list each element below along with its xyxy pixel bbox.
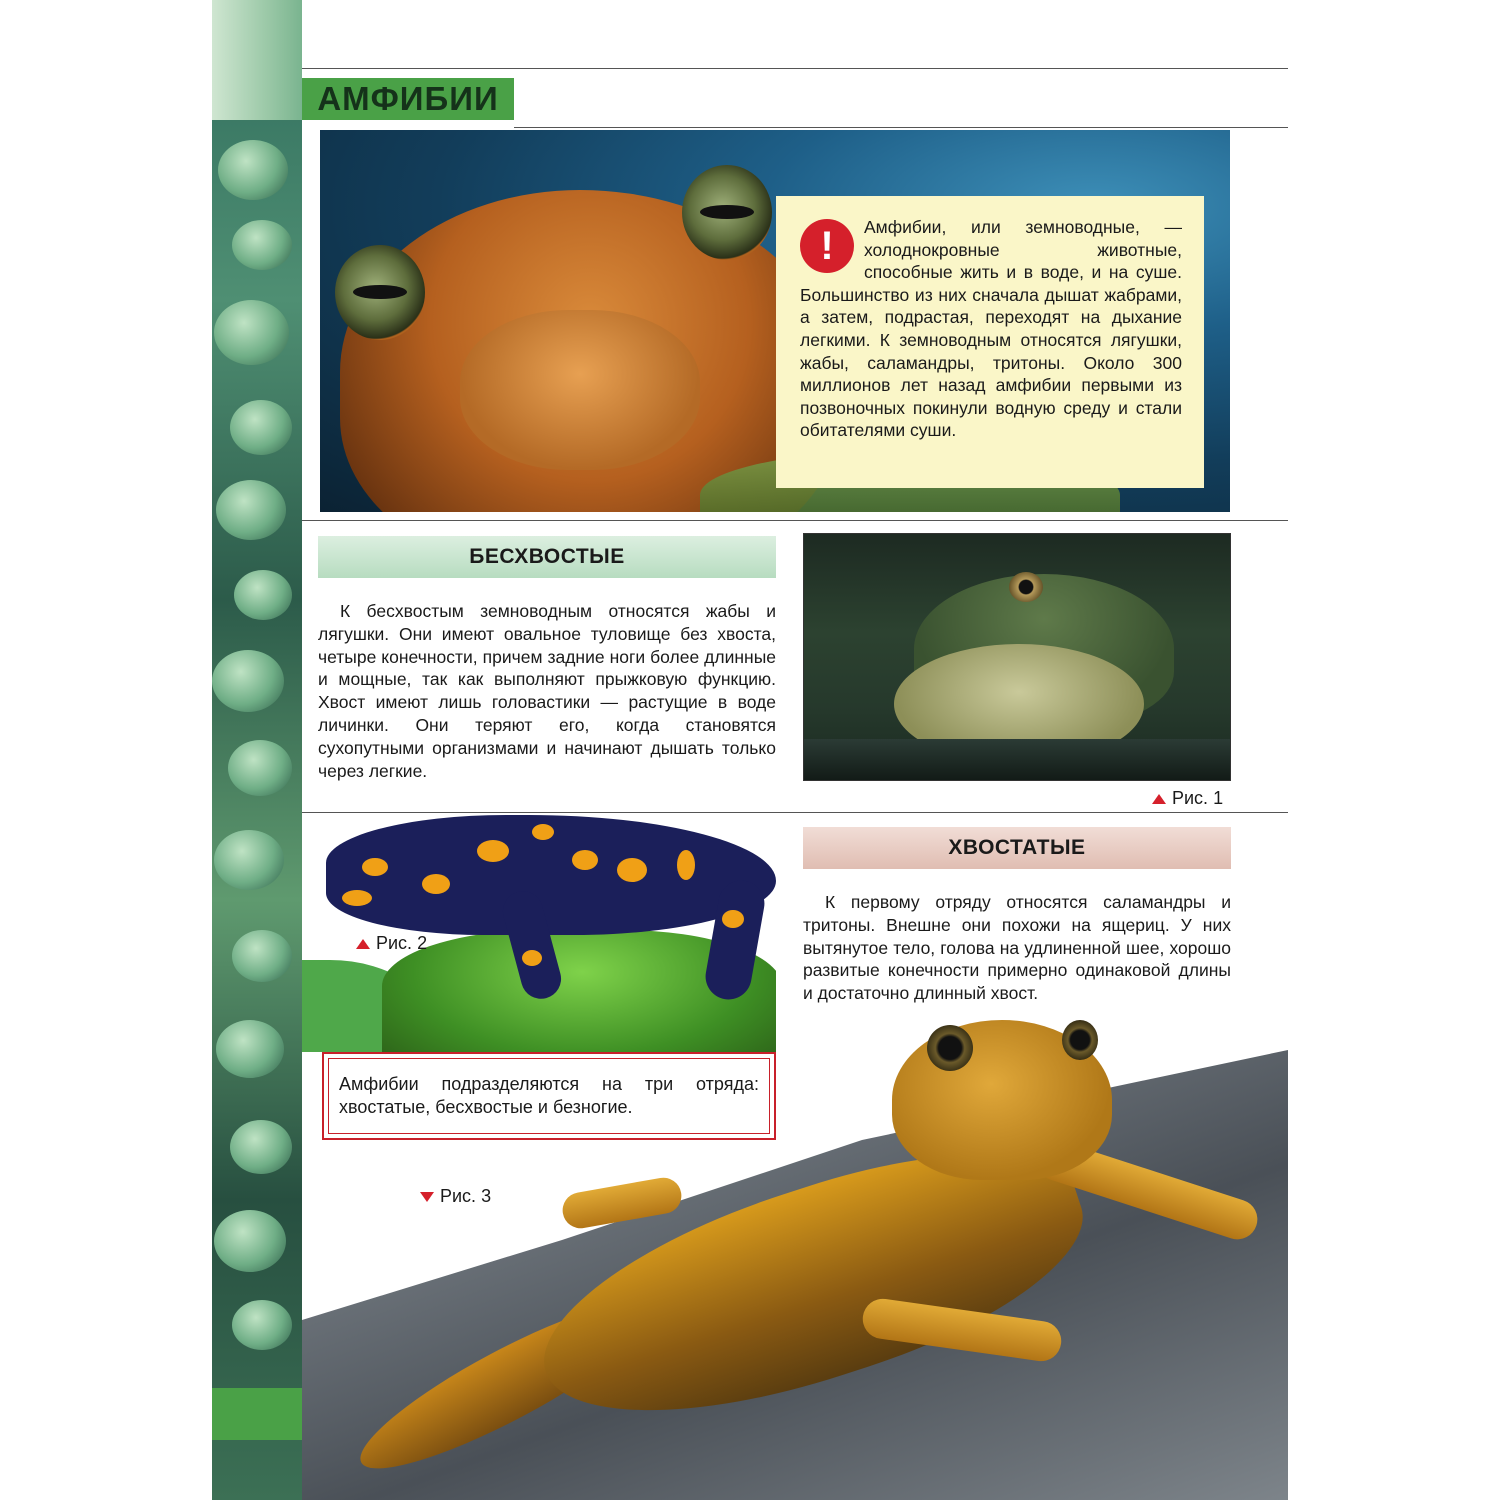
figure-2-label: Рис. 2	[376, 933, 428, 953]
tailless-heading: БЕСХВОСТЫЕ	[469, 545, 625, 568]
figure-1-label: Рис. 1	[1172, 788, 1224, 808]
orders-note-box	[322, 1052, 776, 1140]
section-rule	[302, 520, 1288, 521]
tailed-text: К первому отряду относятся саламандры и тритоны. Внешне они похожи на ящериц. У них вытянутое тело, голова на удлиненной шее, хорошо развитые конечности примерно одинаковой длины и достаточно длинный хвост.	[803, 892, 1231, 1004]
orders-note-text: Амфибии подразделяются на три отряда: хвостатые, бесхвостые и безногие.	[328, 1058, 770, 1134]
exclamation-icon: !	[800, 219, 854, 273]
tailless-text: К бесхвостым земноводным относятся жабы и лягушки. Они имеют овальное туловище без хвоста, четыре конечности, причем задние ноги более длинные и мощные, так как выполняют прыжковую функцию. Хвост имеют лишь головастики — растущие в воде личинки. Они теряют его, когда становятся сухопутными организмами и начинают дышать только через легкие.	[318, 601, 776, 781]
figure-1-caption	[1152, 788, 1223, 809]
callout-text: Амфибии, или земноводные, — холоднокровные животные, способные жить и в воде, и на суше. Большинство из них сначала дышат жабрами, а затем, подрастая, переходят на дыхание легкими. К земноводным относятся лягушки, жабы, саламандры, тритоны. Около 300 миллионов лет назад амфибии первыми из позвоночных покинули водную среду и стали обитателями суши.	[800, 217, 1182, 441]
page-title-banner	[302, 78, 514, 120]
top-rule	[302, 68, 1288, 69]
decorative-side-strip	[212, 0, 302, 1500]
tailed-heading: ХВОСТАТЫЕ	[948, 836, 1086, 859]
figure-2-caption	[356, 933, 427, 954]
figure-3-label: Рис. 3	[440, 1186, 492, 1206]
page-title: АМФИБИИ	[317, 80, 499, 117]
intro-callout	[776, 196, 1204, 488]
figure-3-caption	[420, 1186, 491, 1207]
triangle-icon	[356, 939, 370, 949]
triangle-icon	[420, 1192, 434, 1202]
tailless-heading-bar	[318, 536, 776, 578]
figure-2-salamander-photo	[302, 810, 776, 1052]
figure-1-toad-photo	[803, 533, 1231, 781]
triangle-icon	[1152, 794, 1166, 804]
title-rule	[514, 127, 1288, 128]
tailed-heading-bar	[803, 827, 1231, 869]
